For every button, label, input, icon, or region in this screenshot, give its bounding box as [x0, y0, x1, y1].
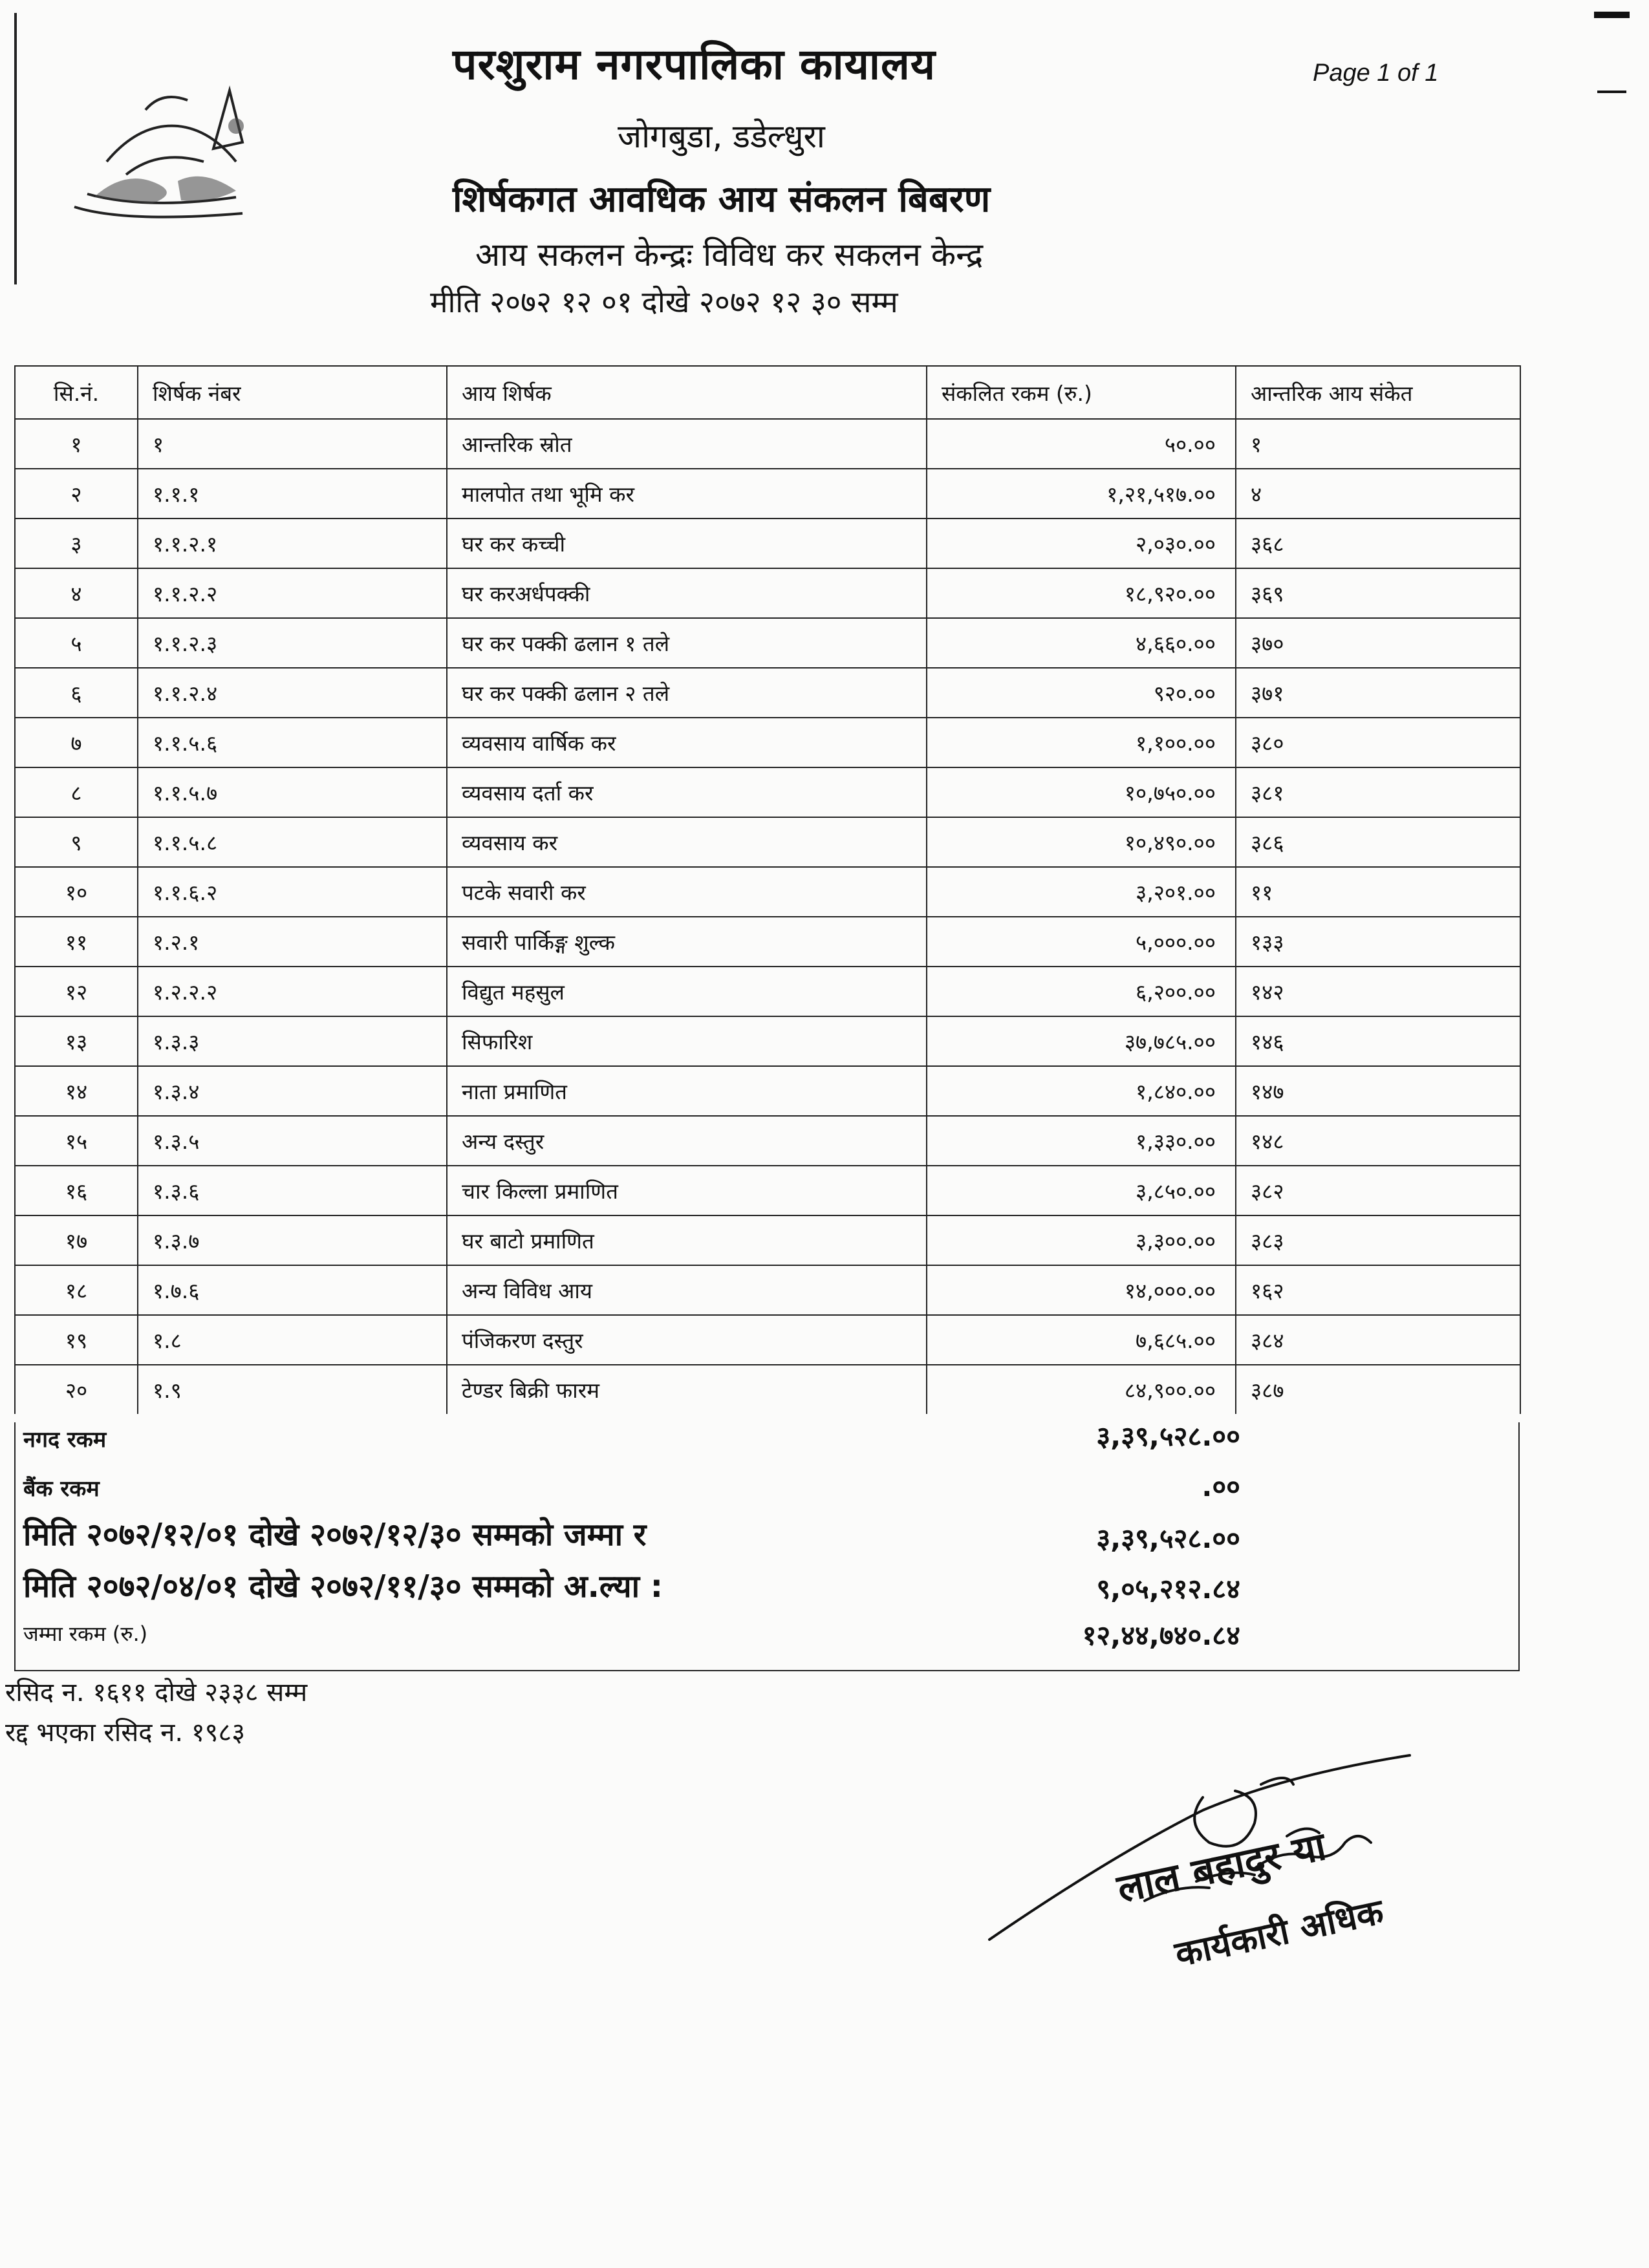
cell-internal-code: ३६८: [1236, 519, 1520, 568]
table-row: [15, 1215, 1520, 1265]
receipt-range: रसिद न. १६११ दोखे २३३८ सम्म: [5, 1678, 308, 1707]
cash-label: नगद रकम: [23, 1427, 107, 1453]
cell-title: घर कर पक्की ढलान १ तले: [447, 618, 927, 668]
bank-value: .००: [1202, 1471, 1240, 1503]
cell-serial: १८: [15, 1265, 138, 1315]
cell-code: १.१.५.७: [138, 767, 447, 817]
revenue-table: [14, 365, 1521, 1414]
cell-serial: ४: [15, 568, 138, 618]
cell-internal-code: १४६: [1236, 1016, 1520, 1066]
cell-amount: १,८४०.००: [927, 1066, 1236, 1116]
cell-internal-code: १३३: [1236, 917, 1520, 967]
cell-amount: १४,०००.००: [927, 1265, 1236, 1315]
cell-code: १.२.१: [138, 917, 447, 967]
cell-internal-code: ३८०: [1236, 718, 1520, 767]
cell-title: घर कर पक्की ढलान २ तले: [447, 668, 927, 718]
stamp-designation: कार्यकारी अधिक: [1171, 1890, 1387, 1975]
cell-title: सिफारिश: [447, 1016, 927, 1066]
cell-code: १.३.३: [138, 1016, 447, 1066]
cell-amount: ९२०.००: [927, 668, 1236, 718]
table-row: [15, 618, 1520, 668]
grand-total-value: १२,४४,७४०.८४: [1082, 1620, 1240, 1651]
cell-amount: ८४,९००.००: [927, 1365, 1236, 1414]
cell-serial: ५: [15, 618, 138, 668]
cell-code: १.३.६: [138, 1166, 447, 1215]
previous-total-label: मिति २०७२/०४/०१ दोखे २०७२/११/३० सम्मको अ.ल्या :: [23, 1568, 663, 1605]
cell-internal-code: ४: [1236, 469, 1520, 519]
cell-serial: १७: [15, 1215, 138, 1265]
cell-serial: १६: [15, 1166, 138, 1215]
table-row: [15, 469, 1520, 519]
scan-left-edge-line: [14, 13, 17, 284]
column-header-title: आय शिर्षक: [447, 366, 927, 419]
cell-title: घर बाटो प्रमाणित: [447, 1215, 927, 1265]
cell-serial: ८: [15, 767, 138, 817]
cell-internal-code: ३८४: [1236, 1315, 1520, 1365]
cell-amount: ३,२०१.००: [927, 867, 1236, 917]
cell-code: १: [138, 419, 447, 469]
page-number: Page 1 of 1: [1313, 59, 1439, 87]
cell-title: पंजिकरण दस्तुर: [447, 1315, 927, 1365]
cell-internal-code: ३८६: [1236, 817, 1520, 867]
cell-serial: १४: [15, 1066, 138, 1116]
cell-serial: ७: [15, 718, 138, 767]
bank-label: बैंक रकम: [23, 1476, 100, 1502]
table-row: [15, 568, 1520, 618]
cell-code: १.८: [138, 1315, 447, 1365]
cell-serial: १: [15, 419, 138, 469]
cell-title: टेण्डर बिक्री फारम: [447, 1365, 927, 1414]
report-period: मीति २०७२ १२ ०१ दोखे २०७२ १२ ३० सम्म: [430, 284, 898, 319]
cell-serial: १५: [15, 1116, 138, 1166]
cell-amount: १,१००.००: [927, 718, 1236, 767]
table-row: [15, 1066, 1520, 1116]
cell-serial: ९: [15, 817, 138, 867]
table-row: [15, 1265, 1520, 1315]
column-header-serial: सि.नं.: [15, 366, 138, 419]
cell-internal-code: १: [1236, 419, 1520, 469]
cell-internal-code: ३८१: [1236, 767, 1520, 817]
summary-box: [14, 1422, 1520, 1671]
cell-serial: २०: [15, 1365, 138, 1414]
cell-serial: १२: [15, 967, 138, 1016]
table-row: [15, 1116, 1520, 1166]
cell-serial: ११: [15, 917, 138, 967]
collection-center: आय सकलन केन्द्रः विविध कर सकलन केन्द्र: [475, 236, 984, 273]
cell-title: विद्युत महसुल: [447, 967, 927, 1016]
cell-amount: १,२१,५१७.००: [927, 469, 1236, 519]
office-address: जोगबुडा, डडेल्धुरा: [618, 118, 825, 155]
period-total-value: ३,३९,५२८.००: [1096, 1523, 1240, 1554]
cell-code: १.३.५: [138, 1116, 447, 1166]
cell-code: १.१.२.१: [138, 519, 447, 568]
cell-serial: २: [15, 469, 138, 519]
cell-internal-code: १४२: [1236, 967, 1520, 1016]
cell-code: १.३.७: [138, 1215, 447, 1265]
cell-amount: १०,४९०.००: [927, 817, 1236, 867]
cell-amount: १,३३०.००: [927, 1116, 1236, 1166]
cell-amount: ५,०००.००: [927, 917, 1236, 967]
scan-edge-mark: [1597, 91, 1626, 93]
table-row: [15, 1315, 1520, 1365]
cell-code: १.१.२.२: [138, 568, 447, 618]
cell-title: आन्तरिक स्रोत: [447, 419, 927, 469]
cell-internal-code: १४८: [1236, 1116, 1520, 1166]
cell-amount: ४,६६०.००: [927, 618, 1236, 668]
table-row: [15, 718, 1520, 767]
cell-code: १.१.५.८: [138, 817, 447, 867]
cell-title: चार किल्ला प्रमाणित: [447, 1166, 927, 1215]
cell-serial: १०: [15, 867, 138, 917]
period-total-label: मिति २०७२/१२/०१ दोखे २०७२/१२/३० सम्मको जम्मा र: [23, 1517, 647, 1553]
cell-title: अन्य दस्तुर: [447, 1116, 927, 1166]
column-header-amount: संकलित रकम (रु.): [927, 366, 1236, 419]
cell-code: १.१.१: [138, 469, 447, 519]
cell-title: घर करअर्धपक्की: [447, 568, 927, 618]
stamp-name: लाल बहादुर या: [1113, 1823, 1330, 1912]
table-row: [15, 1365, 1520, 1414]
cell-amount: ७,६८५.००: [927, 1315, 1236, 1365]
table-row: [15, 767, 1520, 817]
cell-internal-code: ३७१: [1236, 668, 1520, 718]
cell-title: व्यवसाय वार्षिक कर: [447, 718, 927, 767]
cell-title: व्यवसाय दर्ता कर: [447, 767, 927, 817]
cell-amount: ५०.००: [927, 419, 1236, 469]
table-row: [15, 1016, 1520, 1066]
cell-title: अन्य विविध आय: [447, 1265, 927, 1315]
report-title: शिर्षकगत आवधिक आय संकलन बिबरण: [453, 178, 991, 220]
cancelled-receipt: रद्द भएका रसिद न. १९८३: [5, 1718, 246, 1748]
cell-internal-code: ३६९: [1236, 568, 1520, 618]
cell-internal-code: ३८२: [1236, 1166, 1520, 1215]
cell-code: १.३.४: [138, 1066, 447, 1116]
cell-internal-code: ३७०: [1236, 618, 1520, 668]
column-header-internal-code: आन्तरिक आय संकेत: [1236, 366, 1520, 419]
table-row: [15, 967, 1520, 1016]
scan-edge-mark: [1594, 12, 1630, 18]
cell-amount: ६,२००.००: [927, 967, 1236, 1016]
cell-serial: १९: [15, 1315, 138, 1365]
cash-value: ३,३९,५२८.००: [1096, 1420, 1240, 1452]
table-header-row: [15, 366, 1520, 419]
cell-code: १.१.५.६: [138, 718, 447, 767]
cell-code: १.९: [138, 1365, 447, 1414]
cell-serial: ६: [15, 668, 138, 718]
cell-title: मालपोत तथा भूमि कर: [447, 469, 927, 519]
cell-internal-code: ३८७: [1236, 1365, 1520, 1414]
cell-amount: २,०३०.००: [927, 519, 1236, 568]
grand-total-label: जम्मा रकम (रु.): [23, 1621, 148, 1646]
cell-internal-code: १६२: [1236, 1265, 1520, 1315]
cell-code: १.१.६.२: [138, 867, 447, 917]
cell-amount: ३७,७८५.००: [927, 1016, 1236, 1066]
cell-amount: १८,९२०.००: [927, 568, 1236, 618]
government-emblem-logo: [48, 65, 320, 233]
cell-title: पटके सवारी कर: [447, 867, 927, 917]
cell-amount: ३,८५०.००: [927, 1166, 1236, 1215]
column-header-code: शिर्षक नंबर: [138, 366, 447, 419]
previous-total-value: ९,०५,२१२.८४: [1096, 1573, 1240, 1605]
table-row: [15, 917, 1520, 967]
table-row: [15, 867, 1520, 917]
cell-title: व्यवसाय कर: [447, 817, 927, 867]
cell-internal-code: १४७: [1236, 1066, 1520, 1116]
table-row: [15, 817, 1520, 867]
cell-title: सवारी पार्किङ्ग शुल्क: [447, 917, 927, 967]
cell-code: १.२.२.२: [138, 967, 447, 1016]
cell-internal-code: ११: [1236, 867, 1520, 917]
cell-title: घर कर कच्ची: [447, 519, 927, 568]
cell-title: नाता प्रमाणित: [447, 1066, 927, 1116]
cell-code: १.१.२.३: [138, 618, 447, 668]
cell-internal-code: ३८३: [1236, 1215, 1520, 1265]
table-row: [15, 519, 1520, 568]
table-row: [15, 668, 1520, 718]
cell-code: १.१.२.४: [138, 668, 447, 718]
cell-amount: १०,७५०.००: [927, 767, 1236, 817]
office-title: परशुराम नगरपालिका कायालय: [453, 39, 936, 89]
cell-serial: १३: [15, 1016, 138, 1066]
table-row: [15, 1166, 1520, 1215]
table-row: [15, 419, 1520, 469]
cell-serial: ३: [15, 519, 138, 568]
cell-amount: ३,३००.००: [927, 1215, 1236, 1265]
cell-code: १.७.६: [138, 1265, 447, 1315]
